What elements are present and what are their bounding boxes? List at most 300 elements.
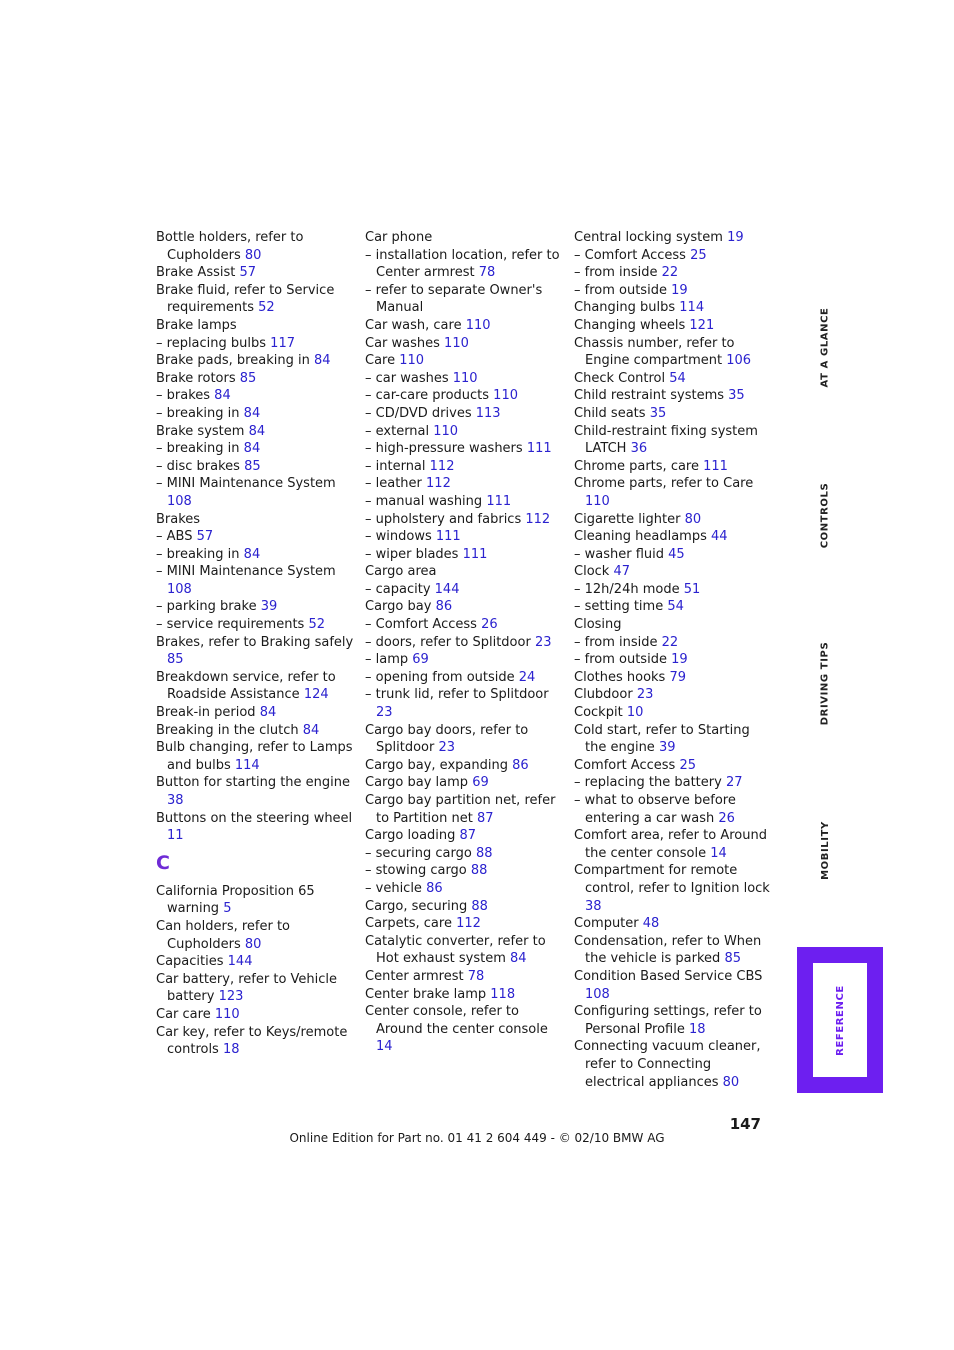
page-reference-link[interactable]: 118 xyxy=(490,986,516,1002)
page-reference-link[interactable]: 111 xyxy=(486,493,512,509)
index-term: Cleaning headlamps xyxy=(574,529,707,545)
index-term: Button for starting the engine xyxy=(156,775,351,791)
index-entry xyxy=(365,352,565,370)
index-term: – parking brake xyxy=(156,599,257,615)
page-reference-link[interactable]: 35 xyxy=(649,405,667,421)
index-term: Brake pads, breaking in xyxy=(156,353,310,369)
index-term: – breaking in xyxy=(156,546,240,562)
index-term: Child restraint systems xyxy=(574,388,725,404)
page-reference-link[interactable]: 108 xyxy=(167,581,192,597)
index-entry xyxy=(574,405,774,423)
page-reference-link[interactable]: 106 xyxy=(726,353,752,369)
index-entry xyxy=(365,898,565,916)
page-reference-link[interactable]: 114 xyxy=(234,757,260,773)
index-term: Clock xyxy=(574,564,610,580)
index-term: – doors, refer to Splitdoor xyxy=(365,634,531,650)
index-entry xyxy=(574,862,774,915)
index-term: – high-pressure washers xyxy=(365,441,523,457)
page-reference-link[interactable]: 78 xyxy=(467,968,485,984)
index-entry xyxy=(574,563,774,581)
index-entry xyxy=(365,774,565,792)
index-term: Compartment for remote control, refer to Ignition lock xyxy=(574,863,770,896)
page-reference-link[interactable]: 114 xyxy=(679,300,705,316)
page-reference-link[interactable]: 111 xyxy=(462,546,488,562)
page-reference-link[interactable]: 87 xyxy=(476,810,494,826)
index-term: Car battery, refer to Vehicle battery xyxy=(156,971,338,1005)
page-reference-link[interactable]: 26 xyxy=(718,810,735,826)
index-entry xyxy=(365,915,565,933)
index-entry xyxy=(574,757,774,775)
index-term: – opening from outside xyxy=(365,669,515,685)
index-term: Cargo bay lamp xyxy=(365,775,469,791)
page-reference-link[interactable]: 52 xyxy=(308,617,326,633)
index-entry xyxy=(156,528,356,546)
page-reference-link[interactable]: 85 xyxy=(239,370,257,386)
page-reference-link[interactable]: 80 xyxy=(244,247,262,263)
index-entry xyxy=(365,845,565,863)
side-tab-mobility[interactable] xyxy=(813,815,837,885)
index-entry xyxy=(365,387,565,405)
side-tab-at-a-glance[interactable] xyxy=(813,305,837,390)
index-entry xyxy=(365,229,565,247)
index-term: – breaking in xyxy=(156,441,240,457)
index-entry xyxy=(156,335,356,353)
side-tab-driving-tips[interactable] xyxy=(813,640,837,726)
index-term: Cargo, securing xyxy=(365,898,468,914)
index-term: – disc brakes xyxy=(156,458,240,474)
index-entry xyxy=(156,634,356,669)
page-reference-link[interactable]: 111 xyxy=(703,458,728,474)
index-entry xyxy=(574,528,774,546)
index-term: – trunk lid, refer to Splitdoor xyxy=(365,687,549,703)
page-reference-link[interactable]: 80 xyxy=(722,1074,740,1090)
index-entry xyxy=(365,634,565,652)
index-term: – MINI Maintenance System xyxy=(156,564,336,580)
index-entry xyxy=(156,598,356,616)
index-term: Capacities xyxy=(156,954,224,970)
page-reference-link[interactable]: 111 xyxy=(526,441,552,457)
index-term: Connecting vacuum cleaner, refer to Connecting electrical appliances xyxy=(574,1039,761,1090)
index-term: Chrome parts, care xyxy=(574,458,699,474)
reference-tab-inner xyxy=(813,963,867,1077)
page-reference-link[interactable]: 24 xyxy=(518,669,536,685)
index-entry xyxy=(574,1038,774,1091)
page-reference-link[interactable]: 11 xyxy=(167,828,184,844)
index-entry xyxy=(365,423,565,441)
page-reference-link[interactable]: 23 xyxy=(534,634,552,650)
page-reference-link[interactable]: 112 xyxy=(429,458,455,474)
index-term: – installation location, refer to Center armrest xyxy=(365,247,560,281)
index-term: Child-restraint fixing system LATCH xyxy=(574,423,758,457)
index-term: Chassis number, refer to Engine compartment xyxy=(574,335,735,369)
page-reference-link[interactable]: 80 xyxy=(684,511,702,527)
page-reference-link[interactable]: 45 xyxy=(668,546,685,562)
index-entry xyxy=(365,335,565,353)
index-term: – breaking in xyxy=(156,405,240,421)
index-term: Computer xyxy=(574,916,639,932)
footer-edition-note: Online Edition for Part no. 01 41 2 604 449 - © 02/10 BMW AG xyxy=(289,1131,665,1145)
side-tab-reference-active[interactable] xyxy=(797,947,883,1093)
page-reference-link[interactable]: 36 xyxy=(630,441,648,457)
index-entry xyxy=(574,229,774,247)
side-tab-controls[interactable] xyxy=(813,478,837,553)
side-tab-label: MOBILITY xyxy=(819,820,831,880)
index-entry xyxy=(574,827,774,862)
page-reference-link[interactable]: 57 xyxy=(239,265,257,281)
index-entry xyxy=(365,440,565,458)
index-term: Brake rotors xyxy=(156,370,236,386)
page-reference-link[interactable]: 84 xyxy=(243,441,261,457)
index-term: Car key, refer to Keys/remote controls xyxy=(156,1024,348,1058)
index-term: – leather xyxy=(365,476,422,492)
index-entry xyxy=(365,317,565,335)
index-term: – from outside xyxy=(574,652,667,668)
page-reference-link[interactable]: 84 xyxy=(214,388,231,404)
index-term: Brake Assist xyxy=(156,265,236,281)
page-reference-link[interactable]: 84 xyxy=(243,546,261,562)
index-entry xyxy=(365,986,565,1004)
index-term: Cargo bay doors, refer to Splitdoor xyxy=(365,722,529,756)
index-term: Car care xyxy=(156,1006,211,1022)
page-reference-link[interactable]: 54 xyxy=(669,370,686,386)
index-entry xyxy=(365,968,565,986)
index-entry xyxy=(156,264,356,282)
index-term: Cargo bay partition net, refer to Partition net xyxy=(365,793,556,826)
index-term: – refer to separate Owner's Manual xyxy=(365,282,543,316)
page-reference-link[interactable]: 38 xyxy=(167,793,184,808)
page-reference-link[interactable]: 110 xyxy=(493,388,518,404)
index-entry xyxy=(365,757,565,775)
page-reference-link[interactable]: 23 xyxy=(376,705,393,721)
index-term: – internal xyxy=(365,458,426,474)
page-reference-link[interactable]: 38 xyxy=(585,898,602,914)
index-term: Car phone xyxy=(365,230,433,245)
index-entry xyxy=(156,810,356,845)
index-term: Bulb changing, refer to Lamps and bulbs xyxy=(156,740,353,773)
index-term: – Comfort Access xyxy=(574,247,686,263)
index-entry xyxy=(156,352,356,370)
page-reference-link[interactable]: 84 xyxy=(313,353,331,369)
index-term: – service requirements xyxy=(156,617,305,633)
page-reference-link[interactable]: 10 xyxy=(626,705,644,721)
page-reference-link[interactable]: 110 xyxy=(444,335,469,351)
index-entry xyxy=(574,933,774,968)
index-entry xyxy=(365,528,565,546)
index-term: Configuring settings, refer to Personal Profile xyxy=(574,1004,762,1037)
index-entry xyxy=(156,546,356,564)
index-entry xyxy=(156,669,356,704)
index-entry xyxy=(574,317,774,335)
index-section-letter: C xyxy=(156,851,170,874)
page-reference-link[interactable]: 14 xyxy=(710,845,727,861)
index-term: – capacity xyxy=(365,581,431,597)
page-reference-link[interactable]: 110 xyxy=(214,1006,240,1022)
index-term: – car-care products xyxy=(365,388,490,404)
page-reference-link[interactable]: 86 xyxy=(435,599,453,615)
index-term: Child seats xyxy=(574,405,646,421)
page-reference-link[interactable]: 80 xyxy=(244,936,262,952)
page-reference-link[interactable]: 144 xyxy=(434,581,460,597)
index-entry xyxy=(365,405,565,423)
page-reference-link[interactable]: 88 xyxy=(471,898,488,914)
index-entry xyxy=(156,387,356,405)
side-tab-label: DRIVING TIPS xyxy=(819,641,831,725)
page-reference-link[interactable]: 112 xyxy=(456,916,481,932)
index-term: Clothes hooks xyxy=(574,669,666,685)
page-reference-link[interactable]: 19 xyxy=(671,282,688,298)
index-entry xyxy=(574,581,774,599)
page-reference-link[interactable]: 52 xyxy=(258,300,275,316)
index-term: – from inside xyxy=(574,265,658,281)
index-entry xyxy=(365,282,565,317)
index-term: – lamp xyxy=(365,652,409,668)
index-entry xyxy=(574,968,774,1003)
page-reference-link[interactable]: 25 xyxy=(679,757,696,773)
page-reference-link[interactable]: 54 xyxy=(667,599,684,615)
index-term: – washer fluid xyxy=(574,546,665,562)
index-entry xyxy=(574,704,774,722)
page-reference-link[interactable]: 110 xyxy=(399,353,425,369)
index-term: Brake lamps xyxy=(156,317,237,333)
index-entry xyxy=(156,440,356,458)
page-reference-link[interactable]: 14 xyxy=(376,1039,393,1055)
page-reference-link[interactable]: 26 xyxy=(481,617,498,633)
index-term: Cargo bay xyxy=(365,599,432,615)
index-term: – securing cargo xyxy=(365,845,472,861)
index-term: Chrome parts, refer to Care xyxy=(574,476,754,492)
index-entry xyxy=(365,722,565,757)
index-term: – CD/DVD drives xyxy=(365,405,472,421)
index-column-2 xyxy=(365,229,565,1056)
page-reference-link[interactable]: 19 xyxy=(727,230,744,245)
page-reference-link[interactable]: 23 xyxy=(438,740,456,756)
index-term: Cargo area xyxy=(365,564,437,580)
page-reference-link[interactable]: 5 xyxy=(223,901,232,917)
page-reference-link[interactable]: 84 xyxy=(248,423,266,439)
index-entry xyxy=(156,229,356,264)
page-reference-link[interactable]: 121 xyxy=(689,317,715,333)
page-reference-link[interactable]: 35 xyxy=(728,388,745,404)
index-term: Breaking in the clutch xyxy=(156,722,299,738)
index-entry xyxy=(156,511,356,529)
index-entry xyxy=(156,458,356,476)
index-term: Can holders, refer to Cupholders xyxy=(156,918,291,952)
page-reference-link[interactable]: 86 xyxy=(512,757,529,773)
index-entry xyxy=(574,616,774,634)
index-entry xyxy=(574,686,774,704)
page-reference-link[interactable]: 84 xyxy=(259,705,277,721)
index-term: – MINI Maintenance System xyxy=(156,476,336,492)
page-reference-link[interactable]: 110 xyxy=(433,423,459,439)
index-entry xyxy=(365,792,565,827)
index-entry xyxy=(156,563,356,598)
index-term: – from inside xyxy=(574,634,658,650)
index-entry xyxy=(574,247,774,265)
index-entry xyxy=(365,862,565,880)
page-reference-link[interactable]: 110 xyxy=(452,370,478,386)
index-term: Closing xyxy=(574,617,622,633)
side-tab-label: CONTROLS xyxy=(819,482,831,549)
page-reference-link[interactable]: 39 xyxy=(658,740,676,756)
page-reference-link[interactable]: 85 xyxy=(244,458,261,474)
index-term: – replacing bulbs xyxy=(156,335,267,351)
index-entry xyxy=(156,282,356,317)
index-term: Changing bulbs xyxy=(574,300,676,316)
index-term: Care xyxy=(365,353,396,369)
page-reference-link[interactable]: 113 xyxy=(475,405,501,421)
index-term: Breakdown service, refer to Roadside Assistance xyxy=(156,669,336,703)
page-reference-link[interactable]: 48 xyxy=(642,916,660,932)
index-term: – stowing cargo xyxy=(365,863,467,879)
page-reference-link[interactable]: 112 xyxy=(426,476,451,492)
index-entry xyxy=(574,511,774,529)
index-term: Car washes xyxy=(365,335,440,351)
page-reference-link[interactable]: 19 xyxy=(671,652,688,668)
page-reference-link[interactable]: 86 xyxy=(426,880,443,896)
page-reference-link[interactable]: 22 xyxy=(661,634,679,650)
index-entry xyxy=(156,616,356,634)
index-term: Condition Based Service CBS xyxy=(574,968,763,984)
index-term: Center console, refer to Around the center console xyxy=(365,1004,548,1037)
page-reference-link[interactable]: 18 xyxy=(688,1021,706,1037)
index-term: Cockpit xyxy=(574,705,623,721)
page-reference-link[interactable]: 110 xyxy=(585,493,610,509)
index-entry xyxy=(574,387,774,405)
index-term: Break-in period xyxy=(156,705,256,721)
page-number: 147 xyxy=(729,1115,761,1133)
index-entry xyxy=(365,686,565,721)
page-reference-link[interactable]: 79 xyxy=(669,669,687,685)
index-entry xyxy=(365,247,565,282)
page-reference-link[interactable]: 110 xyxy=(465,317,491,333)
index-term: Center brake lamp xyxy=(365,986,487,1002)
index-term: Cold start, refer to Starting the engine xyxy=(574,722,750,756)
index-entry xyxy=(574,335,774,370)
index-entry xyxy=(365,546,565,564)
page-reference-link[interactable]: 88 xyxy=(475,845,493,861)
page-reference-link[interactable]: 84 xyxy=(510,951,527,967)
index-term: Brake fluid, refer to Service requirements xyxy=(156,282,335,316)
index-entry xyxy=(156,774,356,809)
index-entry xyxy=(574,370,774,388)
index-column-3 xyxy=(574,229,774,1091)
index-entry xyxy=(574,458,774,476)
page-reference-link[interactable]: 84 xyxy=(243,405,261,421)
index-entry xyxy=(365,933,565,968)
page-reference-link[interactable]: 25 xyxy=(690,247,707,263)
index-entry xyxy=(156,370,356,388)
page-reference-link[interactable]: 85 xyxy=(167,652,184,668)
index-entry xyxy=(574,651,774,669)
index-entry xyxy=(365,880,565,898)
index-term: Brakes xyxy=(156,511,201,527)
index-term: Cargo bay, expanding xyxy=(365,757,508,773)
index-term: – ABS xyxy=(156,529,193,545)
page-reference-link[interactable]: 144 xyxy=(227,954,253,970)
index-entry xyxy=(574,1003,774,1038)
page-reference-link[interactable]: 84 xyxy=(302,722,320,738)
page-reference-link[interactable]: 23 xyxy=(636,687,654,703)
page-reference-link[interactable]: 117 xyxy=(270,335,295,351)
index-entry xyxy=(574,264,774,282)
index-term: – windows xyxy=(365,529,432,545)
index-term: – from outside xyxy=(574,282,667,298)
index-entry xyxy=(574,669,774,687)
page-reference-link[interactable]: 108 xyxy=(167,493,192,509)
page-reference-link[interactable]: 112 xyxy=(525,511,551,527)
index-entry xyxy=(156,704,356,722)
index-entry xyxy=(574,475,774,510)
index-term: – car washes xyxy=(365,370,449,386)
index-term: – replacing the battery xyxy=(574,775,722,791)
index-term: Changing wheels xyxy=(574,317,686,333)
index-entry xyxy=(365,493,565,511)
index-entry xyxy=(156,918,356,953)
index-entry xyxy=(574,282,774,300)
page-reference-link[interactable]: 88 xyxy=(470,863,488,879)
index-entry xyxy=(156,405,356,423)
index-term: – what to observe before entering a car wash xyxy=(574,793,736,826)
side-tab-label: AT A GLANCE xyxy=(819,307,831,388)
index-term: – brakes xyxy=(156,388,211,404)
index-term: Buttons on the steering wheel xyxy=(156,810,353,826)
page-reference-link[interactable]: 123 xyxy=(218,989,244,1005)
index-term: Cargo loading xyxy=(365,828,456,844)
index-term: – upholstery and fabrics xyxy=(365,511,522,527)
page-reference-link[interactable]: 22 xyxy=(661,265,679,281)
page-reference-link[interactable]: 18 xyxy=(222,1042,240,1058)
index-term: Central locking system xyxy=(574,230,723,245)
index-entry xyxy=(365,1003,565,1056)
index-entry xyxy=(574,423,774,458)
index-entry xyxy=(365,651,565,669)
index-entry xyxy=(574,915,774,933)
page-reference-link[interactable]: 27 xyxy=(725,775,743,791)
index-term: Catalytic converter, refer to Hot exhaust system xyxy=(365,933,546,967)
page-reference-link[interactable]: 47 xyxy=(613,564,631,580)
index-term: Brake system xyxy=(156,423,245,439)
index-entry xyxy=(156,739,356,774)
index-entry xyxy=(574,299,774,317)
page-reference-link[interactable]: 69 xyxy=(472,775,489,791)
page-reference-link[interactable]: 111 xyxy=(435,529,461,545)
page-reference-link[interactable]: 78 xyxy=(478,265,496,281)
index-entry xyxy=(365,370,565,388)
index-term: – Comfort Access xyxy=(365,617,477,633)
page-reference-link[interactable]: 44 xyxy=(711,529,728,545)
page-reference-link[interactable]: 69 xyxy=(412,652,429,668)
page-reference-link[interactable]: 87 xyxy=(459,828,477,844)
index-column-1 xyxy=(156,229,356,1059)
page-reference-link[interactable]: 39 xyxy=(260,599,278,615)
index-entry xyxy=(574,722,774,757)
index-entry xyxy=(156,883,356,918)
page-reference-link[interactable]: 124 xyxy=(303,687,329,703)
index-entry xyxy=(156,317,356,335)
index-entry xyxy=(156,722,356,740)
index-term: Check Control xyxy=(574,370,666,386)
index-term: Center armrest xyxy=(365,968,464,984)
index-entry xyxy=(574,634,774,652)
index-term: Comfort Access xyxy=(574,757,676,773)
page-reference-link[interactable]: 85 xyxy=(724,951,741,967)
page-reference-link[interactable]: 108 xyxy=(585,986,610,1002)
page-reference-link[interactable]: 57 xyxy=(196,529,214,545)
index-term: Brakes, refer to Braking safely xyxy=(156,634,354,650)
index-entry xyxy=(365,598,565,616)
page-reference-link[interactable]: 51 xyxy=(683,581,701,597)
index-term: – manual washing xyxy=(365,493,483,509)
